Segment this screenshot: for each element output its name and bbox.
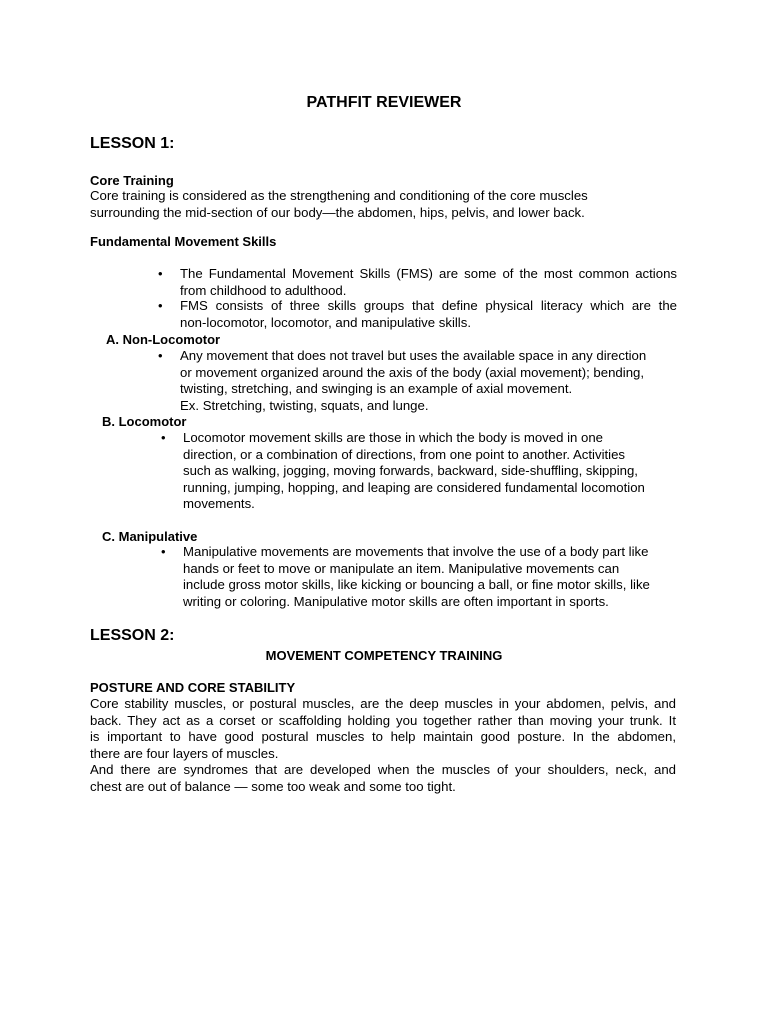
bullet-icon: •: [161, 544, 166, 559]
posture-line-4: there are four layers of muscles.: [90, 745, 279, 761]
locomotor-line-3: such as walking, jogging, moving forwards, backward, side-shuffling, skipping,: [183, 463, 638, 478]
fms-bullet-2-line-1: FMS consists of three skills groups that define physical literacy which are the: [180, 298, 677, 313]
fms-bullet-2: [158, 298, 677, 331]
non-locomotor-bullet: [158, 348, 678, 414]
bullet-icon: •: [161, 430, 166, 445]
manipulative-bullet: [161, 544, 681, 610]
bullet-icon: •: [158, 348, 163, 363]
non-locomotor-example: Ex. Stretching, twisting, squats, and lunge.: [180, 397, 429, 413]
fms-bullet-1-line-1: The Fundamental Movement Skills (FMS) are some of the most common actions: [180, 266, 677, 281]
core-training-line-1: Core training is considered as the strengthening and conditioning of the core muscles: [90, 188, 588, 203]
fms-bullet-1: [158, 266, 677, 299]
posture-line-2: back. They act as a corset or scaffolding holding you together rather than moving your trunk. It: [90, 712, 676, 728]
bullet-icon: •: [158, 298, 163, 313]
core-training-heading: Core Training: [90, 173, 174, 188]
lesson-2-subtitle: MOVEMENT COMPETENCY TRAINING: [265, 648, 503, 663]
manipulative-line-2: hands or feet to move or manipulate an item. Manipulative movements can: [183, 560, 620, 576]
posture-paragraph: [90, 696, 676, 796]
core-training-paragraph: [90, 188, 680, 221]
fms-heading: Fundamental Movement Skills: [90, 234, 277, 249]
locomotor-line-2: direction, or a combination of directions, from one point to another. Activities: [183, 446, 626, 462]
posture-line-5: And there are syndromes that are developed when the muscles of your shoulders, neck, and: [90, 762, 676, 778]
locomotor-heading: B. Locomotor: [102, 414, 187, 429]
posture-line-3: is important to have good postural muscles to help maintain good posture. In the abdomen,: [90, 729, 676, 745]
manipulative-line-3: include gross motor skills, like kicking or bouncing a ball, or fine motor skills, like: [183, 577, 650, 592]
lesson-2-heading: LESSON 2:: [90, 627, 175, 644]
locomotor-line-5: movements.: [183, 496, 255, 511]
non-locomotor-line-2: or movement organized around the axis of the body (axial movement); bending,: [180, 364, 645, 380]
core-training-line-2: surrounding the mid-section of our body—the abdomen, hips, pelvis, and lower back.: [90, 204, 585, 220]
locomotor-line-1: Locomotor movement skills are those in which the body is moved in one: [183, 430, 604, 445]
non-locomotor-line-1: Any movement that does not travel but uses the available space in any direction: [180, 348, 647, 363]
lesson-1-heading: LESSON 1:: [90, 135, 175, 152]
document-title: PATHFIT REVIEWER: [306, 94, 462, 111]
locomotor-line-4: running, jumping, hopping, and leaping are considered fundamental locomotion: [183, 479, 645, 495]
posture-heading: POSTURE AND CORE STABILITY: [90, 680, 296, 695]
locomotor-bullet: [161, 430, 681, 513]
posture-line-6: chest are out of balance — some too weak and some too tight.: [90, 778, 456, 794]
manipulative-line-1: Manipulative movements are movements that involve the use of a body part like: [183, 544, 649, 559]
non-locomotor-line-3: twisting, stretching, and swinging is an example of axial movement.: [180, 381, 573, 396]
fms-bullet-1-line-2: from childhood to adulthood.: [180, 282, 347, 298]
bullet-icon: •: [158, 266, 163, 281]
posture-line-1: Core stability muscles, or postural muscles, are the deep muscles in your abdomen, pelvis, and: [90, 696, 676, 711]
manipulative-line-4: writing or coloring. Manipulative motor skills are often important in sports.: [183, 593, 609, 609]
fms-bullet-2-line-2: non-locomotor, locomotor, and manipulative skills.: [180, 314, 471, 330]
non-locomotor-heading: A. Non-Locomotor: [106, 332, 221, 347]
manipulative-heading: C. Manipulative: [102, 529, 198, 544]
